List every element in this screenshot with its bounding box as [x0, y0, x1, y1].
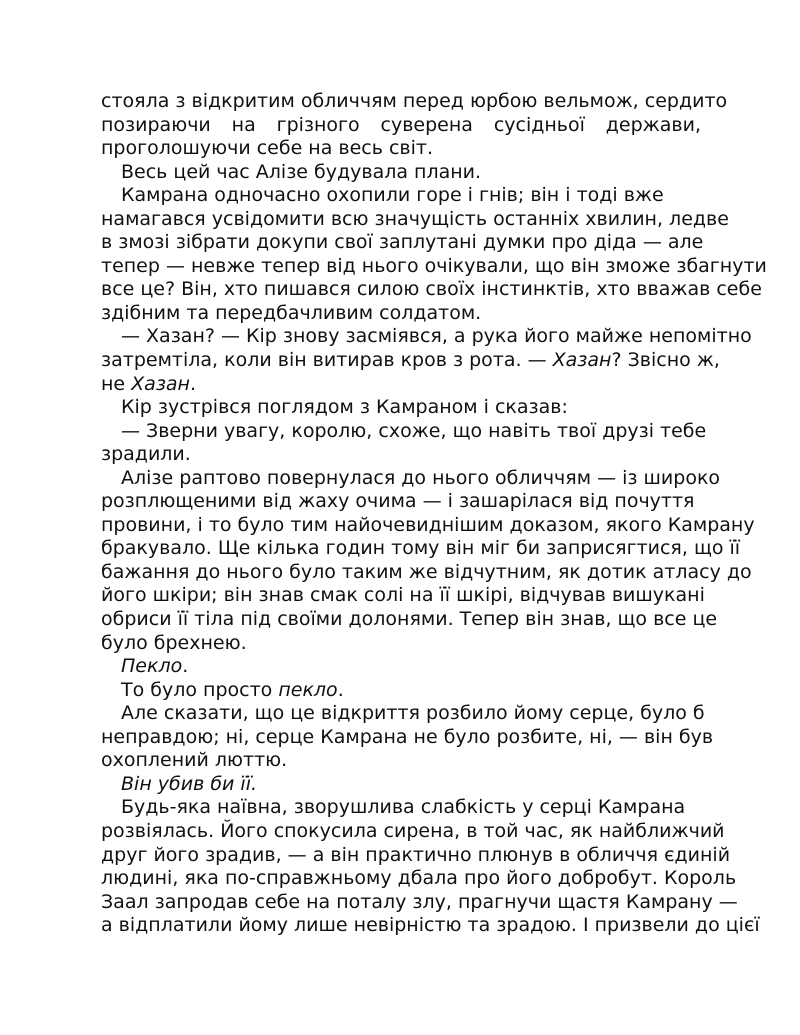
- paragraph: [101, 396, 701, 420]
- text-line: Будь-яка наївна, зворушлива слабкість у серці Камрана: [121, 796, 686, 819]
- paragraph: [101, 90, 728, 161]
- text-line: було брехнею.: [101, 631, 247, 654]
- text-line: Заал запродав себе на поталу злу, прагнучи щастя Камрану —: [101, 890, 738, 913]
- paragraph: [101, 466, 755, 655]
- text-line: людині, яка по-справжньому дбала про його добробут. Король: [101, 867, 737, 890]
- text-line: Камрана одночасно охопили горе і гнів; він і тоді вже: [121, 184, 664, 207]
- page-text: [101, 90, 767, 938]
- text-line: обриси її тіла під своїми долонями. Тепер він знав, що все це: [101, 608, 718, 631]
- text-line: друг його зрадив, — а він практично плюнув в обличчя єдиній: [101, 843, 731, 866]
- paragraph: [101, 773, 701, 797]
- paragraph: [101, 796, 760, 937]
- text-line: позираючи на грізного суверена сусідньої держави,: [101, 113, 701, 136]
- text-line: Пекло.: [121, 655, 189, 678]
- text-line: То було просто пекло.: [121, 678, 344, 701]
- paragraph: [101, 702, 714, 773]
- text-line: бажання до нього було таким же відчутним, як дотик атласу до: [101, 560, 752, 583]
- text-line: Весь цей час Алізе будувала плани.: [121, 160, 482, 183]
- paragraph: [101, 184, 767, 325]
- text-line: все це? Він, хто пишався силою своїх інстинктів, хто вважав себе: [101, 278, 762, 301]
- text-line: Але сказати, що це відкриття розбило йому серце, було б: [121, 702, 705, 725]
- text-line: його шкіри; він знав смак солі на її шкірі, відчував вишукані: [101, 584, 705, 607]
- paragraph: [101, 679, 701, 703]
- text-line: зрадили.: [101, 443, 191, 466]
- text-line: затремтіла, коли він витирав кров з рота. — Хазан? Звісно ж,: [101, 349, 720, 372]
- text-line: стояла з відкритим обличчям перед юрбою вельмож, сердито: [101, 90, 728, 112]
- paragraph: [101, 325, 752, 396]
- text-line: охоплений люттю.: [101, 749, 288, 772]
- text-line: розплющеними від жаху очима — і зашарілася від почуття: [101, 490, 695, 513]
- text-line: — Зверни увагу, королю, схоже, що навіть твої друзі тебе: [121, 419, 707, 442]
- text-line: проголошуючи себе на весь світ.: [101, 137, 434, 160]
- text-line: намагався усвідомити всю значущість останніх хвилин, ледве: [101, 207, 729, 230]
- text-line: тепер — невже тепер від нього очікували, що він зможе збагнути: [101, 254, 767, 277]
- text-line: Він убив би її.: [121, 772, 258, 795]
- text-line: Кір зустрівся поглядом з Камраном і сказав:: [121, 396, 568, 419]
- text-line: — Хазан? — Кір знову засміявся, а рука його майже непомітно: [121, 325, 752, 348]
- text-line: здібним та передбачливим солдатом.: [101, 301, 482, 324]
- text-line: Алізе раптово повернулася до нього обличчям — із широко: [121, 466, 721, 489]
- text-line: в змозі зібрати докупи свої заплутані думки про діда — але: [101, 231, 704, 254]
- paragraph: [101, 419, 707, 467]
- paragraph: [101, 161, 701, 185]
- text-line: не Хазан.: [101, 372, 197, 395]
- text-line: а відплатили йому лише невірністю та зрадою. І призвели до цієї: [101, 914, 760, 937]
- text-line: неправдою; ні, серце Камрана не було розбите, ні, — він був: [101, 725, 714, 748]
- text-line: розвіялась. Його спокусила сирена, в той час, як найближчий: [101, 819, 725, 842]
- paragraph: [101, 655, 701, 679]
- text-line: бракувало. Ще кілька годин тому він міг би заприсягтися, що її: [101, 537, 741, 560]
- text-line: провини, і то було тим найочевиднішим доказом, якого Камрану: [101, 513, 755, 536]
